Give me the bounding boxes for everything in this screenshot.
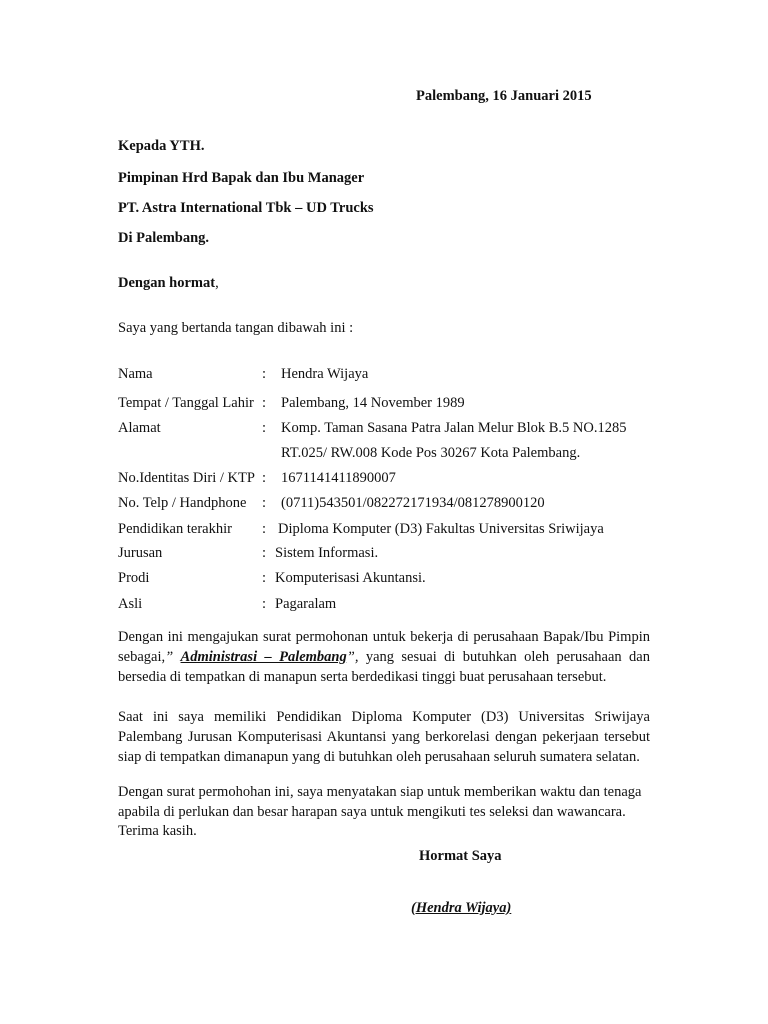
identity-value: Komp. Taman Sasana Patra Jalan Melur Blok B.5 NO.1285 (281, 420, 627, 436)
intro-line: Saya yang bertanda tangan dibawah ini : (118, 320, 354, 336)
identity-label: Pendidikan terakhir (118, 521, 232, 537)
identity-label: No. Telp / Handphone (118, 495, 247, 511)
identity-colon: : (262, 521, 267, 537)
identity-label: Nama (118, 366, 153, 382)
identity-value: 1671141411890007 (281, 470, 396, 486)
paragraph-text: Dengan ini mengajukan surat permohonan untuk bekerja di perusahaan Bapak/Ibu Pimpin sebagai, (118, 629, 650, 665)
applied-position: Administrasi – Palembang (180, 649, 347, 665)
identity-value: Sistem Informasi. (275, 545, 379, 561)
identity-colon: : (262, 596, 267, 612)
body-paragraph-education: Saat ini saya memiliki Pendidikan Diploma Komputer (D3) Universitas Sriwijaya Palembang Jurusan Komputerisasi Akuntansi yang berkorelasi dengan pekerjaan tersebut siap di tempatkan dimanapun yang di butuhkan oleh perusahaan seluruh sumatera selatan. (118, 709, 650, 765)
recipient-title: Pimpinan Hrd Bapak dan Ibu Manager (118, 170, 365, 186)
close-quote: ”, (346, 649, 359, 665)
closing-paragraph-line: apabila di perlukan dan besar harapan saya untuk mengikuti tes seleksi dan wawancara. (118, 804, 626, 820)
identity-value: Diploma Komputer (D3) Fakultas Universitas Sriwijaya (278, 521, 604, 537)
identity-colon: : (262, 570, 267, 586)
paragraph-text-continued: yang sesuai di butuhkan oleh perusahaan dan bersedia di tempatkan di manapun serta berdedikasi tinggi buat perusahaan tersebut. (118, 649, 650, 685)
identity-value: Palembang, 14 November 1989 (281, 395, 465, 411)
identity-label: No.Identitas Diri / KTP (118, 470, 255, 486)
identity-value: (0711)543501/082272171934/081278900120 (281, 495, 545, 511)
identity-label: Tempat / Tanggal Lahir (118, 395, 254, 411)
identity-value-continued: RT.025/ RW.008 Kode Pos 30267 Kota Palembang. (281, 445, 581, 461)
identity-value: Hendra Wijaya (281, 366, 369, 382)
closing-paragraph-line: Dengan surat permohohan ini, saya menyatakan siap untuk memberikan waktu dan tenaga (118, 784, 642, 800)
identity-value: Pagaralam (275, 596, 337, 612)
identity-colon: : (262, 366, 267, 382)
greeting (118, 275, 219, 292)
recipient-company: PT. Astra International Tbk – UD Trucks (118, 200, 374, 216)
signer-name: (Hendra Wijaya) (411, 900, 512, 916)
identity-label: Prodi (118, 570, 150, 586)
open-quote: ” (165, 649, 181, 665)
thank-you-line: Terima kasih. (118, 823, 197, 839)
identity-label: Jurusan (118, 545, 163, 561)
identity-colon: : (262, 545, 267, 561)
recipient-city: Di Palembang. (118, 230, 210, 246)
closing-salutation: Hormat Saya (419, 848, 502, 864)
letter-date: Palembang, 16 Januari 2015 (416, 88, 592, 104)
identity-label: Asli (118, 596, 143, 612)
identity-label: Alamat (118, 420, 161, 436)
identity-colon: : (262, 420, 267, 436)
greeting-comma: , (215, 275, 219, 291)
identity-colon: : (262, 470, 267, 486)
recipient-salutation: Kepada YTH. (118, 138, 205, 154)
identity-colon: : (262, 495, 267, 511)
greeting-text: Dengan hormat (118, 275, 216, 291)
identity-value: Komputerisasi Akuntansi. (275, 570, 426, 586)
identity-colon: : (262, 395, 267, 411)
body-paragraph-application (118, 627, 650, 687)
